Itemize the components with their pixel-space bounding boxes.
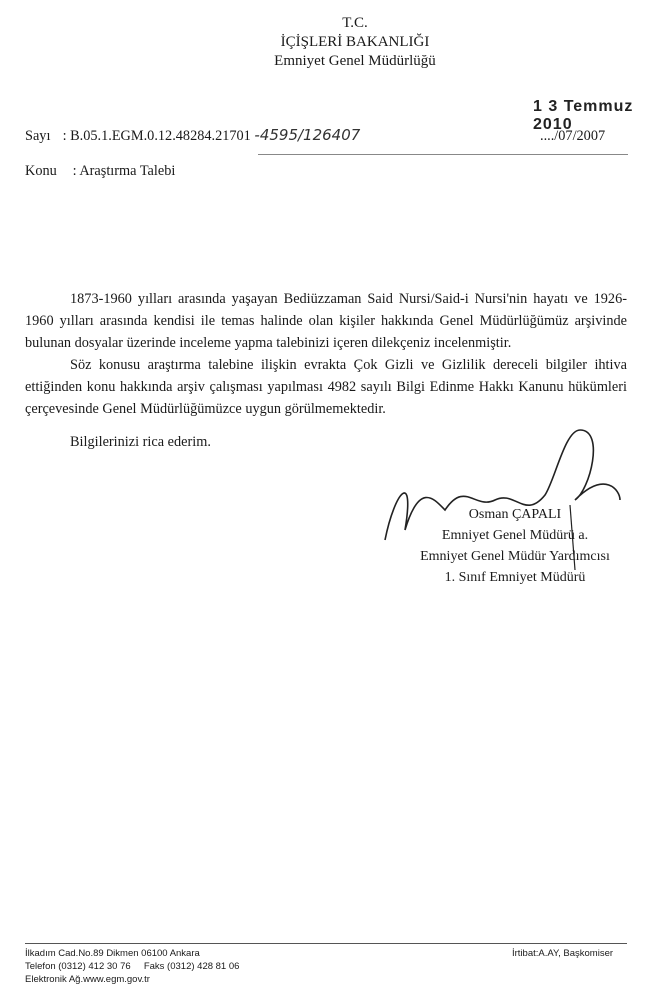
signatory-title-3: 1. Sınıf Emniyet Müdürü: [444, 570, 586, 585]
signature-block: [400, 504, 630, 588]
signatory-name: Osman ÇAPALI: [468, 507, 562, 522]
konu-value: : Araştırma Talebi: [72, 163, 176, 179]
signatory-title-1: Emniyet Genel Müdürü a.: [441, 528, 589, 543]
sayi-label: Sayı: [25, 128, 51, 144]
subject: [25, 163, 175, 180]
closing-line: Bilgilerinizi rica ederim.: [70, 434, 211, 450]
body-paragraph-1: 1873-1960 yılları arasında yaşayan Bediüzzaman Said Nursi/Said-i Nursi'nin hayatı ve 1926-1960 yılları arasında kendisi ile temas halinde olan kişiler hakkında Genel Müdürlüğümüz arşivinde bulunan dosyalar üzerinde inceleme yapma talebinizi içeren dilekçeniz incelenmiştir.: [25, 291, 627, 351]
received-date-stamp: 1 3 Temmuz 2010: [533, 98, 634, 133]
letterhead-tc: T.C.: [342, 15, 368, 31]
handwritten-number: -4595/126407: [254, 126, 361, 144]
body-paragraph-2: Söz konusu araştırma talebine ilişkin evrakta Çok Gizli ve Gizlilik dereceli bilgiler ihtiva ettiğinden konu hakkında arşiv çalışması yapılması 4982 sayılı Bilgi Edinme Hakkı Kanunu hükümleri çerçevesinde Genel Müdürlüğümüzce uygun görülmemektedir.: [25, 357, 627, 417]
footer-web: Elektronik Ağ.www.egm.gov.tr: [25, 974, 150, 985]
footer-phone: Telefon (0312) 412 30 76 Faks (0312) 428 81 06: [25, 961, 240, 972]
footer-divider: [25, 943, 627, 944]
signatory-title-2: Emniyet Genel Müdür Yardımcısı: [420, 549, 610, 564]
letterhead-ministry: İÇİŞLERİ BAKANLIĞI: [280, 34, 430, 50]
reference-number: [25, 126, 360, 145]
letterhead-department: Emniyet Genel Müdürlüğü: [274, 53, 436, 69]
footer-address-block: [25, 947, 239, 986]
konu-label: Konu: [25, 163, 57, 179]
letterhead: [0, 14, 650, 71]
underline: [258, 154, 628, 155]
sayi-value: : B.05.1.EGM.0.12.48284.21701: [62, 128, 251, 144]
document-date: ..../07/2007: [540, 128, 606, 144]
footer-contact: İrtibat:A.AY, Başkomiser: [512, 948, 614, 959]
footer-address: İlkadım Cad.No.89 Dikmen 06100 Ankara: [25, 948, 200, 959]
